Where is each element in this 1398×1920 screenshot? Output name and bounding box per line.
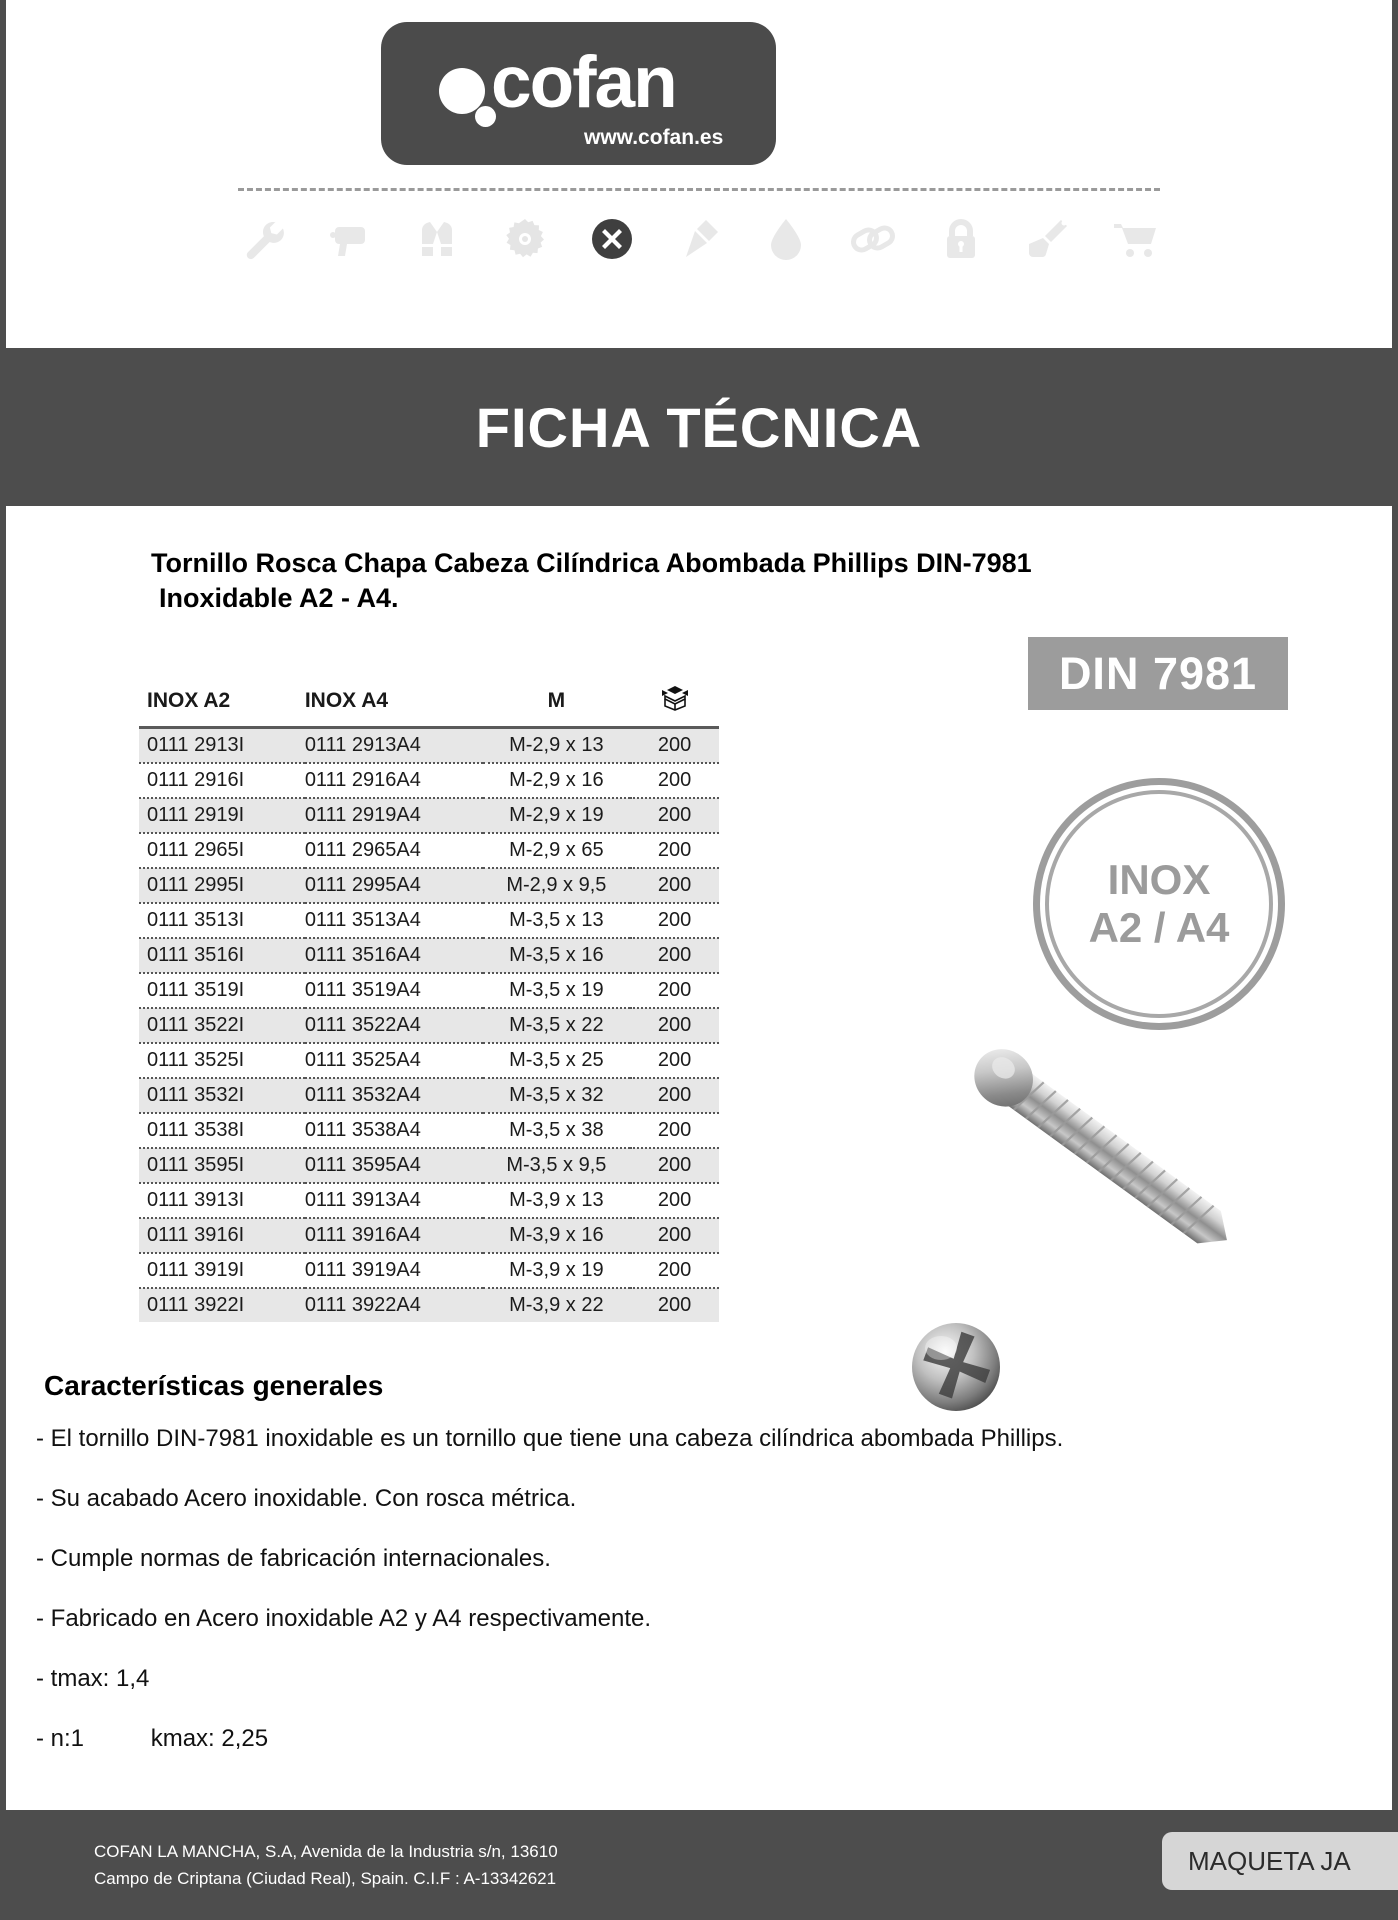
table-cell-c3: M-2,9 x 65 [483,833,631,868]
company-address-line1: COFAN LA MANCHA, S.A, Avenida de la Industria s/n, 13610 [94,1842,558,1861]
table-cell-c2: 0111 3525A4 [305,1043,483,1078]
table-cell-c1: 0111 3916I [139,1218,305,1253]
table-row [139,1148,719,1183]
table-cell-c3: M-3,9 x 13 [483,1183,631,1218]
table-cell-c1: 0111 2919I [139,798,305,833]
page-header [6,0,1392,340]
characteristic-item: - Fabricado en Acero inoxidable A2 y A4 respectivamente. [36,1605,652,1632]
table-cell-c3: M-3,5 x 16 [483,938,631,973]
table-cell-c1: 0111 3522I [139,1008,305,1043]
table-cell-c4: 200 [630,728,719,764]
table-cell-c4: 200 [630,1183,719,1218]
table-cell-c4: 200 [630,903,719,938]
wrench-icon[interactable] [238,214,288,264]
characteristic-item: - Su acabado Acero inoxidable. Con rosca métrica. [36,1485,577,1512]
characteristics-list [36,1425,1336,1785]
table-cell-c1: 0111 2916I [139,763,305,798]
product-title-line1: Tornillo Rosca Chapa Cabeza Cilíndrica Abombada Phillips DIN-7981 [151,548,1032,578]
table-cell-c2: 0111 3922A4 [304,1294,421,1316]
characteristics-heading: Características generales [44,1370,384,1401]
header-divider [238,188,1160,191]
cart-icon[interactable] [1110,214,1160,264]
din-badge-label: DIN 7981 [1058,647,1258,699]
table-cell-c4: 200 [630,1008,719,1043]
maqueta-button[interactable]: MAQUETA JA [1162,1832,1398,1890]
table-cell-c4: 200 [630,833,719,868]
table-row [139,763,719,798]
banner-title: FICHA TÉCNICA [475,395,923,459]
table-cell-c2: 0111 3919A4 [305,1253,483,1288]
saw-blade-icon[interactable] [500,214,550,264]
table-cell-c3: M-3,5 x 25 [483,1043,631,1078]
table-cell-c1: 0111 3513I [139,903,305,938]
table-cell-c2: 0111 3516A4 [305,938,483,973]
cofan-dot-mark-icon [439,68,495,124]
table-cell-c1: 0111 2965I [139,833,305,868]
table-cell-c3: M-3,9 x 16 [483,1218,631,1253]
product-title-line2: Inoxidable A2 - A4. [159,582,399,613]
table-row [139,833,719,868]
table-cell-c3: M-3,5 x 22 [483,1008,631,1043]
table-row [139,1183,719,1218]
table-cell-c4: 200 [630,1043,719,1078]
table-cell-c3: M-3,9 x 19 [483,1253,631,1288]
characteristic-item: - n:1 kmax: 2,25 [36,1725,269,1752]
table-cell-c4: 200 [630,973,719,1008]
screw-badge-icon[interactable] [587,214,637,264]
table-row [139,728,719,764]
table-cell-c2: 0111 3519A4 [305,973,483,1008]
table-cell-c2: 0111 2995A4 [305,868,483,903]
table-cell-c3: M-3,5 x 19 [483,973,631,1008]
padlock-icon[interactable] [936,214,986,264]
open-box-icon [660,685,690,717]
table-cell-c4: 200 [630,1253,719,1288]
table-cell-c1: 0111 3516I [139,938,305,973]
table-row [139,1218,719,1253]
trowel-icon[interactable] [1023,214,1073,264]
safety-vest-icon[interactable] [412,214,462,264]
chisel-icon[interactable] [674,214,724,264]
table-cell-c3: M-2,9 x 13 [483,728,631,764]
table-cell-c1: 0111 3532I [139,1078,305,1113]
table-cell-c3: M-3,5 x 32 [483,1078,631,1113]
table-cell-c1: 0111 2913I [139,728,305,764]
table-cell-c4: 200 [630,868,719,903]
table-cell-c1: 0111 3525I [139,1043,305,1078]
column-header-measure: M [547,689,566,712]
table-row [139,1288,719,1322]
chain-link-icon[interactable] [848,214,898,264]
table-row [139,868,719,903]
table-row [139,903,719,938]
screw-head-top-view-image [901,1312,1011,1422]
table-cell-c2: 0111 2913A4 [305,728,483,764]
table-cell-c2: 0111 2916A4 [305,763,483,798]
table-cell-c1: 0111 3538I [139,1113,305,1148]
company-address-line2: Campo de Criptana (Ciudad Real), Spain. C.I.F : A-13342621 [94,1869,557,1889]
table-row [139,798,719,833]
table-cell-c1: 0111 3519I [139,973,305,1008]
table-cell-c4: 200 [630,1148,719,1183]
characteristic-item: - Cumple normas de fabricación internacionales. [36,1545,551,1572]
logo-website-url: www.cofan.es [584,126,724,149]
table-cell-c4: 200 [657,1294,692,1316]
table-cell-c3: M-3,5 x 38 [483,1113,631,1148]
ficha-tecnica-banner [6,348,1392,506]
table-cell-c3: M-3,5 x 13 [483,903,631,938]
table-cell-c1: 0111 2995I [139,868,305,903]
table-cell-c3: M-2,9 x 19 [483,798,631,833]
table-cell-c4: 200 [630,938,719,973]
cofan-logo[interactable] [381,22,776,165]
table-cell-c2: 0111 3916A4 [305,1218,483,1253]
table-cell-c4: 200 [630,1078,719,1113]
table-cell-c4: 200 [630,1113,719,1148]
table-cell-c1: 0111 3922I [147,1294,245,1316]
table-cell-c2: 0111 2965A4 [305,833,483,868]
table-row [139,938,719,973]
table-cell-c2: 0111 3595A4 [305,1148,483,1183]
table-cell-c3: M-3,5 x 9,5 [483,1148,631,1183]
table-cell-c4: 200 [630,1218,719,1253]
table-cell-c1: 0111 3913I [139,1183,305,1218]
table-row [139,1078,719,1113]
logo-wordmark: cofan [491,42,676,123]
din-standard-badge [1028,637,1288,710]
table-cell-c2: 0111 2919A4 [305,798,483,833]
drill-icon[interactable] [325,214,375,264]
column-header-box-quantity [630,683,719,728]
page-title [151,546,1271,615]
table-row [139,973,719,1008]
table-row [139,1043,719,1078]
reference-table [139,683,719,1322]
company-address [94,1838,558,1892]
inox-stamp-line1: INOX [1107,855,1211,903]
column-header-inox-a4: INOX A4 [304,689,389,712]
table-row [139,1253,719,1288]
table-cell-c2: 0111 3532A4 [305,1078,483,1113]
table-cell-c3: M-3,9 x 22 [509,1294,604,1316]
table-cell-c2: 0111 3913A4 [305,1183,483,1218]
table-cell-c1: 0111 3595I [139,1148,305,1183]
inox-material-stamp [1033,778,1285,1030]
inox-stamp-line2: A2 / A4 [1088,904,1230,951]
column-header-inox-a2: INOX A2 [147,689,231,712]
table-row [139,1113,719,1148]
table-cell-c2: 0111 3513A4 [305,903,483,938]
table-cell-c4: 200 [630,798,719,833]
drop-icon[interactable] [761,214,811,264]
table-cell-c3: M-2,9 x 16 [483,763,631,798]
characteristic-item: - tmax: 1,4 [36,1665,150,1692]
category-icon-row [238,208,1160,270]
page-footer [6,1810,1392,1920]
table-cell-c2: 0111 3538A4 [305,1113,483,1148]
characteristic-item: - El tornillo DIN-7981 inoxidable es un tornillo que tiene una cabeza cilíndrica abombada Phillips. [36,1425,1064,1452]
table-header-row [139,683,719,728]
table-cell-c4: 200 [630,763,719,798]
table-row [139,1008,719,1043]
table-cell-c2: 0111 3522A4 [305,1008,483,1043]
table-body [139,728,719,1323]
screw-side-view-image [961,1048,1331,1298]
table-cell-c1: 0111 3919I [139,1253,305,1288]
table-cell-c3: M-2,9 x 9,5 [483,868,631,903]
